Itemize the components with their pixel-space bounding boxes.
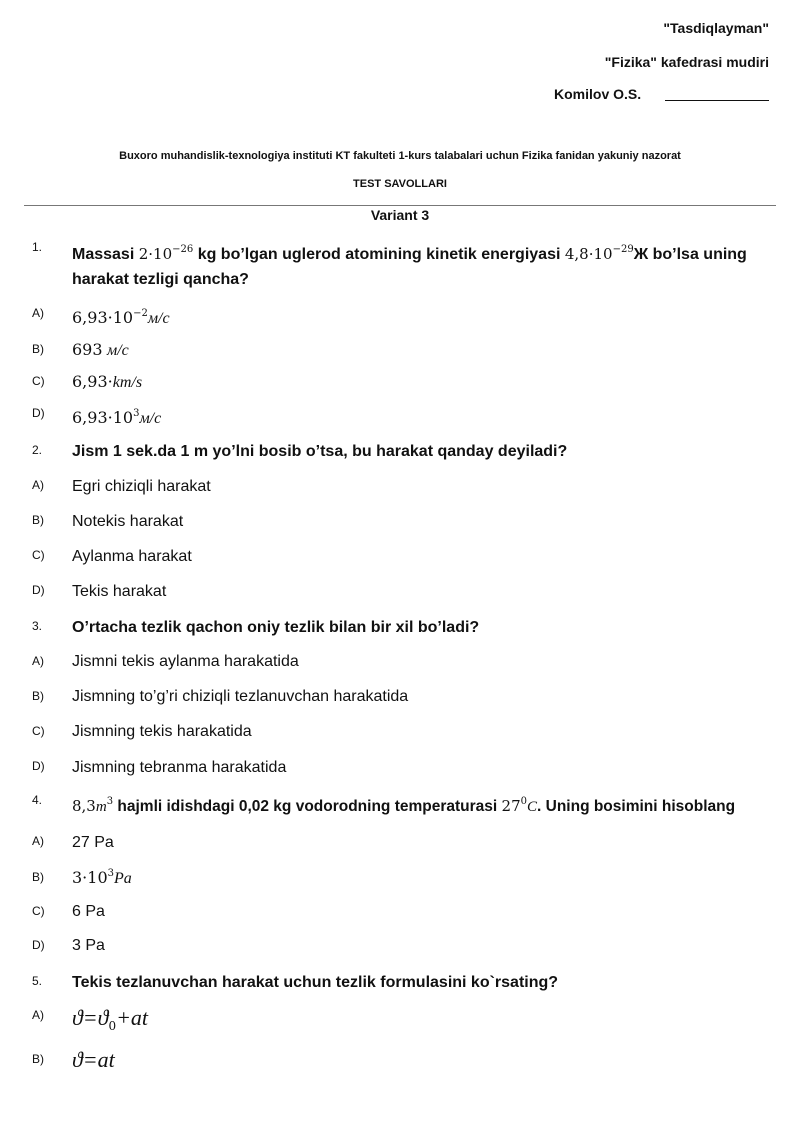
option-label: A) <box>32 654 44 668</box>
question-text-part: kg bo’lgan uglerod atomining kinetik energiyasi <box>197 246 561 263</box>
answer-option[interactable] <box>72 868 132 888</box>
option-value: 6,93·10 <box>72 408 134 427</box>
answer-option[interactable]: Notekis harakat <box>72 513 184 530</box>
option-unit: Pa <box>114 870 132 887</box>
option-unit: м/с <box>147 310 170 327</box>
formula-exponent: −29 <box>612 244 634 255</box>
answer-option[interactable]: Jismning tekis harakatida <box>72 723 252 740</box>
question-number: 4. <box>32 793 43 807</box>
option-value: 6,93·10 <box>72 308 134 327</box>
answer-option[interactable]: Aylanma harakat <box>72 548 192 565</box>
formula-subscript: 0 <box>108 1019 117 1033</box>
question-number: 5. <box>32 974 43 988</box>
option-label: D) <box>32 406 45 420</box>
formula-exponent: 0 <box>520 796 527 807</box>
answer-option[interactable]: ϑ=at <box>72 1047 115 1072</box>
question-text-part: Ж bo’lsa uning harakat tezligi qancha? <box>72 246 747 288</box>
option-value: 3·10 <box>72 868 108 887</box>
approval-label: "Tasdiqlayman" <box>663 20 769 36</box>
formula-base: 4,8·10 <box>564 245 613 263</box>
option-label: B) <box>32 342 44 356</box>
option-unit: km/s <box>112 374 143 391</box>
option-label: C) <box>32 904 45 918</box>
document-title: Buxoro muhandislik-texnologiya instituti KT fakulteti 1-kurs talabalari uchun Fizika fanidan yakuniy nazorat <box>119 150 681 162</box>
formula-exponent: −26 <box>172 244 194 255</box>
temperature-formula <box>502 797 537 815</box>
option-label: B) <box>32 1052 44 1066</box>
question-number: 3. <box>32 619 43 633</box>
option-unit: м/с <box>107 342 129 359</box>
question-text-part: hajmli idishdagi 0,02 kg vodorodning temperaturasi <box>117 798 498 815</box>
answer-option[interactable]: Jismning tebranma harakatida <box>72 759 287 776</box>
answer-option[interactable] <box>72 408 161 428</box>
formula-base: 8,3 <box>72 797 96 815</box>
volume-formula <box>72 797 113 815</box>
formula-main: ϑ=ϑ <box>72 1005 109 1030</box>
answer-option[interactable]: 3 Pa <box>72 937 105 954</box>
option-label: C) <box>32 724 45 738</box>
question-text <box>72 242 770 292</box>
formula-unit: C <box>527 799 538 815</box>
signature-line <box>665 100 769 101</box>
option-unit: м/с <box>139 410 162 427</box>
question-text: Tekis tezlanuvchan harakat uchun tezlik formulasini ko`rsating? <box>72 974 559 991</box>
option-label: C) <box>32 374 45 388</box>
answer-option[interactable] <box>72 308 170 328</box>
formula-base: 27 <box>501 797 521 815</box>
formula-exponent: 3 <box>106 796 114 807</box>
option-value: 693 <box>72 340 103 359</box>
question-number: 1. <box>32 240 43 254</box>
energy-formula <box>565 245 634 263</box>
question-text-part: . Uning bosimini hisoblang <box>537 798 736 815</box>
option-label: D) <box>32 583 45 597</box>
formula-unit: m <box>95 799 107 815</box>
answer-option[interactable]: 27 Pa <box>72 834 114 851</box>
question-text <box>72 794 770 820</box>
test-questions-heading: TEST SAVOLLARI <box>353 178 447 190</box>
answer-option[interactable] <box>72 372 142 392</box>
option-label: B) <box>32 870 44 884</box>
answer-option[interactable] <box>72 1005 148 1031</box>
answer-option[interactable]: Jismni tekis aylanma harakatida <box>72 653 299 670</box>
answer-option[interactable]: Tekis harakat <box>72 583 167 600</box>
option-exponent: 3 <box>133 408 140 419</box>
question-text: Jism 1 sek.da 1 m yo’lni bosib o’tsa, bu harakat qanday deyiladi? <box>72 443 568 460</box>
mass-formula <box>139 245 194 263</box>
option-label: A) <box>32 478 44 492</box>
question-text-part: Massasi <box>72 246 135 263</box>
answer-option[interactable] <box>72 340 129 360</box>
formula-rest: +at <box>116 1005 149 1030</box>
variant-label: Variant 3 <box>370 207 430 223</box>
option-exponent: −2 <box>133 308 148 319</box>
question-text: O’rtacha tezlik qachon oniy tezlik bilan bir xil bo’ladi? <box>72 619 480 636</box>
answer-option[interactable]: Egri chiziqli harakat <box>72 478 211 495</box>
option-label: B) <box>32 513 44 527</box>
option-label: A) <box>32 1008 44 1022</box>
title-divider <box>24 205 776 206</box>
option-label: C) <box>32 548 45 562</box>
question-number: 2. <box>32 443 43 457</box>
answer-option[interactable]: Jismning to’g’ri chiziqli tezlanuvchan harakatida <box>72 688 409 705</box>
option-label: A) <box>32 306 44 320</box>
department-head-name: Komilov O.S. <box>554 86 642 102</box>
answer-option[interactable]: 6 Pa <box>72 903 105 920</box>
option-label: D) <box>32 759 45 773</box>
option-value: 6,93· <box>72 372 113 391</box>
option-label: A) <box>32 834 44 848</box>
option-label: B) <box>32 689 44 703</box>
department-head-title: "Fizika" kafedrasi mudiri <box>604 54 769 70</box>
option-label: D) <box>32 938 45 952</box>
option-exponent: 3 <box>107 868 114 879</box>
formula-base: 2·10 <box>138 245 173 263</box>
